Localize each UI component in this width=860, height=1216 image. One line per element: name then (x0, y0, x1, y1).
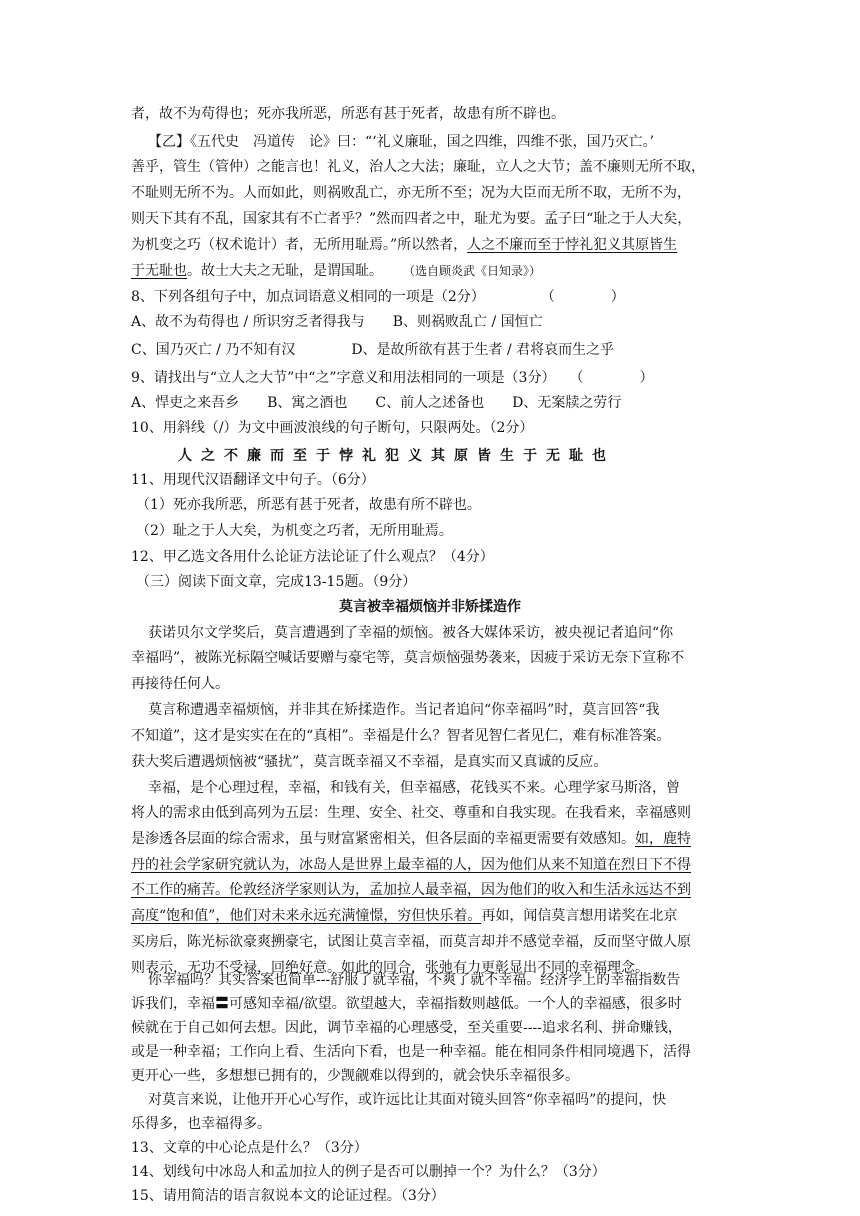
article-line (131, 829, 736, 849)
article-line: 买房后，陈光标欲豪爽搠豪宅，试图让莫言幸福，而莫言却并不感觉幸福，反而坚守做人原 (131, 934, 691, 950)
plain-text: 再如，闻信莫言想用诺奖在北京 (481, 908, 678, 924)
passage-yi-line (131, 261, 736, 281)
article-title: 莫言被幸福烦恼并非矫揉造作 (339, 599, 521, 615)
question-15: 15、请用简洁的语言叙说本文的论证过程。（3分） (131, 1188, 445, 1204)
article-line: 更开心一些，多想想已拥有的，少觊觎难以得到的，就会快乐幸福很多。 (131, 1068, 579, 1084)
article-line: 乐得多，也幸福得多。 (131, 1116, 271, 1132)
passage-jia-tail: 者，故不为苟得也；死亦我所恶，所恶有甚于死者，故患有所不辟也。 (131, 106, 565, 122)
underlined-sentence: 不工作的痛苦。伦敦经济学家则认为，孟加拉人最幸福，因为他们的收入和生活永远达不到 (131, 882, 691, 898)
passage-yi-line (131, 235, 736, 255)
article-line: 候就在于自己如何去想。因此，调节幸福的心理感受，至关重要----追求名利、拼命赚钱， (131, 1020, 682, 1036)
plain-text: 。故士大夫之无耻，是谓国耻。 (187, 263, 383, 279)
plain-text: 是渗透各层面的综合需求，虽与财富紧密相关，但各层面的幸福更需要有效感知。 (131, 831, 635, 847)
plain-text: 为机变之巧（权术诡计）者，无所用耻焉。”所以然者， (131, 237, 468, 253)
section-3-heading: （三）阅读下面文章，完成13-15题。（9分） (136, 574, 417, 590)
article-line: 再接待任何人。 (131, 676, 229, 692)
q11-item-1: （1）死亦我所恶，所恶有甚于死者，故患有所不辟也。 (136, 497, 481, 513)
article-line: 对莫言来说，让他开开心心写作，或许远比让其面对镜头回答“你幸福吗”的提问，快 (148, 1092, 667, 1108)
question-14: 14、划线句中冰岛人和孟加拉人的例子是否可以删掉一个？为什么？（3分） (131, 1164, 606, 1180)
passage-yi-line: 善乎，管生（管仲）之能言也！礼义，治人之大法；廉耻，立人之大节；盖不廉则无所不取， (131, 159, 705, 175)
question-8: 8、下列各组句子中，加点词语意义相同的一项是（2分） （ ） (131, 289, 625, 305)
question-13: 13、文章的中心论点是什么？（3分） (131, 1140, 368, 1156)
q10-sentence: 人之不廉而至于悖礼犯义其原皆生于无耻也 (178, 448, 615, 464)
passage-yi-line: 不耻则无所不为。人而如此，则祸败乱亡，亦无所不至；况为大臣而无所不取，无所不为， (131, 185, 691, 201)
article-line: 则表示，无功不受禄，回绝好意。如此的回合，张弛有力更彰显出不同的幸福理念。 (131, 960, 649, 976)
article-line: 幸福吗”，被陈光标隔空喊话要赠与豪宅等，莫言烦恼强势袭来，因疲于采访无奈下宣称不 (131, 650, 685, 666)
question-10: 10、用斜线（/）为文中画波浪线的句子断句，只限两处。（2分） (131, 420, 534, 436)
q8-options-ab: A、故不为苟得也 / 所识穷乏者得我与 B、则祸败乱亡 / 国恒亡 (131, 314, 543, 330)
q9-options: A、悍吏之来吾乡 B、寓之酒也 C、前人之述备也 D、无案牍之劳行 (131, 395, 622, 411)
wavy-underlined-sentence: 人之不廉而至于悖礼犯义其原皆生 (467, 237, 678, 253)
question-12: 12、甲乙选文各用什么论证方法论证了什么观点？（4分） (131, 549, 494, 565)
passage-yi-line: 【乙】《五代史 冯道传 论》曰：“‘礼义廉耻，国之四维，四维不张，国乃灭亡。’ (148, 134, 655, 150)
article-line: 莫言称遭遇幸福烦恼，并非其在矫揉造作。当记者追问“你幸福吗”时，莫言回答“我 (148, 702, 660, 718)
question-9: 9、请找出与“立人之大节”中“之”字意义和用法相同的一项是（3分） （ ） (131, 370, 654, 386)
article-line: 幸福，是个心理过程，幸福，和钱有关，但幸福感，花钱买不来。心理学家马斯洛，曾 (148, 780, 680, 796)
article-line: 不知道”，这才是实实在在的“真相”。幸福是什么？智者见智仁者见仁，难有标准答案。 (131, 728, 671, 744)
source-note: （选自顾炎武《日知录》） (409, 264, 542, 278)
article-line (131, 906, 736, 926)
article-line: 将人的需求由低到高列为五层：生理、安全、社交、尊重和自我实现。在我看来，幸福感则 (131, 805, 691, 821)
underlined-sentence: 如，鹿特 (635, 831, 691, 847)
wavy-underlined-sentence: 于无耻也 (131, 263, 187, 279)
article-line: 获诺贝尔文学奖后，莫言遭遇到了幸福的烦恼。被各大媒体采访，被央视记者追问“你 (148, 625, 674, 641)
question-11: 11、用现代汉语翻译文中句子。（6分） (131, 472, 375, 488)
underlined-sentence: 高度“饱和值”，他们对未来永远充满憧憬，穷但快乐着。 (131, 908, 482, 924)
article-line: 获大奖后遭遇烦恼被“骚扰”，莫言既幸福又不幸福，是真实而又真诚的反应。 (131, 754, 608, 770)
article-line: 诉我们，幸福〓可感知幸福/欲望。欲望越大，幸福指数则越低。一个人的幸福感，很多时 (131, 996, 682, 1012)
article-line: 你幸福吗？其实答案也简单---舒服了就幸福，不爽了就不幸福。经济学上的幸福指数告 (148, 972, 681, 988)
q8-options-cd: C、国乃灭亡 / 乃不知有汉 D、是故所欲有甚于生者 / 君将哀而生之乎 (131, 342, 615, 358)
passage-yi-line: 则天下其有不乱，国家其有不亡者乎？”然而四者之中，耻尤为要。孟子曰“耻之于人大矣， (131, 211, 692, 227)
underlined-sentence: 丹的社会学家研究就认为，冰岛人是世界上最幸福的人，因为他们从来不知道在烈日下不得 (131, 857, 691, 873)
q11-item-2: （2）耻之于人大矣，为机变之巧者，无所用耻焉。 (136, 523, 453, 539)
article-line: 或是一种幸福；工作向上看、生活向下看，也是一种幸福。能在相同条件相同境遇下，活得 (131, 1044, 691, 1060)
